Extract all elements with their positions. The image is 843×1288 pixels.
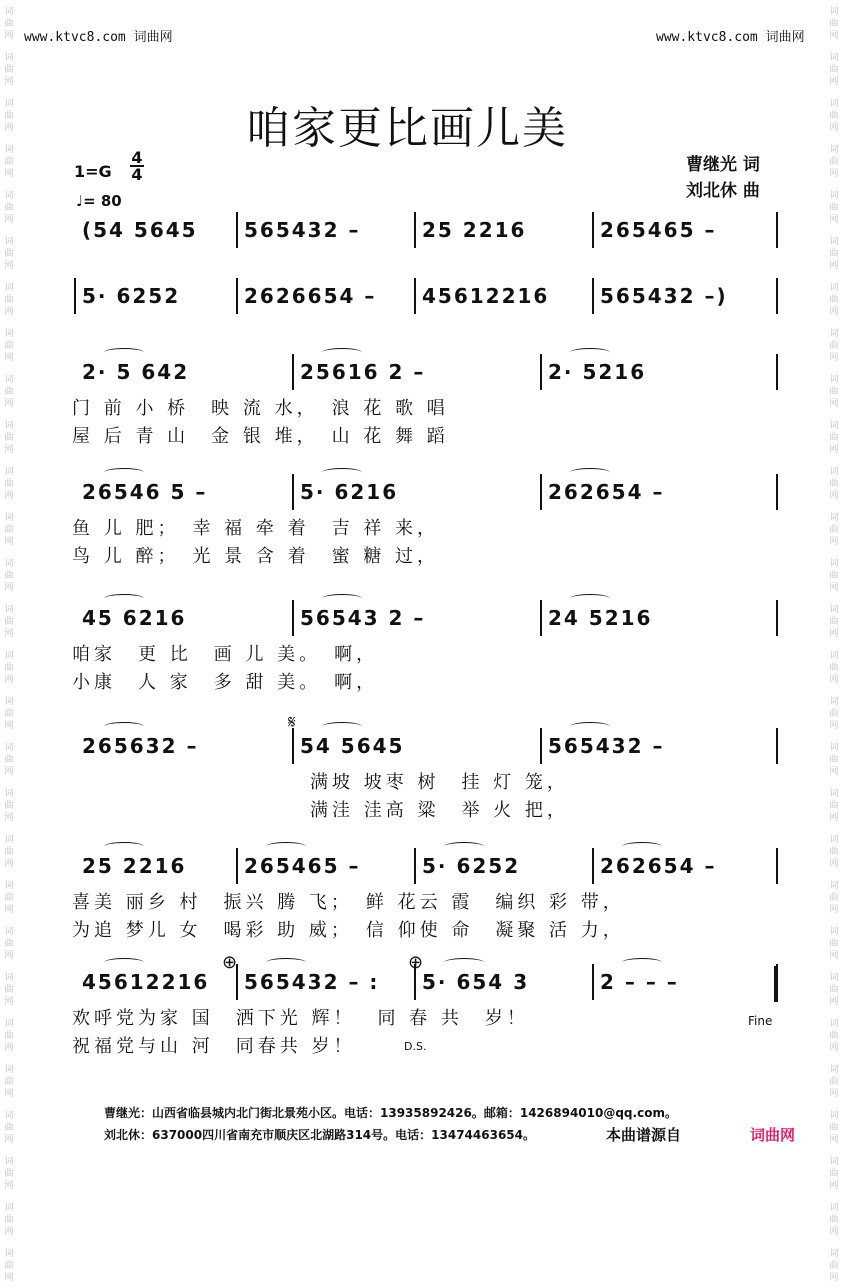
- slur: [322, 594, 362, 603]
- song-title: 咱家更比画儿美: [246, 103, 568, 154]
- barline: [776, 474, 778, 510]
- barline: [414, 212, 416, 248]
- slur: [622, 958, 662, 967]
- measure: 45 6216: [82, 606, 187, 630]
- measure: 25616 2 –: [300, 360, 426, 384]
- barline: [540, 728, 542, 764]
- measure: 5· 6252: [82, 284, 181, 308]
- slur: [266, 842, 306, 851]
- barline: [236, 278, 238, 314]
- time-signature: 4 4: [131, 148, 143, 184]
- measure: (54 5645: [82, 218, 198, 242]
- barline: [292, 728, 294, 764]
- measure: 265632 –: [82, 734, 199, 758]
- footer-source: 本曲谱源自: [606, 1126, 682, 1144]
- measure: 5· 654 3: [422, 970, 530, 994]
- coda-marker-1: ⊕: [222, 952, 238, 973]
- measure: 5· 6252: [422, 854, 521, 878]
- lyric-line: 喜美 丽乡 村 振兴 腾 飞； 鲜 花云 霞 编织 彩 带，: [72, 892, 625, 913]
- lyric-line: 屋 后 青 山 金 银 堆， 山 花 舞 蹈: [72, 426, 449, 447]
- slur: [570, 468, 610, 477]
- barline: [540, 600, 542, 636]
- slur: [444, 842, 484, 851]
- coda-marker-2: ⊕: [408, 952, 424, 973]
- lyric-line: 小康 人 家 多 甜 美。 啊，: [72, 672, 379, 693]
- measure: 45612216: [82, 970, 210, 994]
- key-signature: 1=G: [74, 162, 112, 181]
- measure: 25 2216: [422, 218, 527, 242]
- quarter-note-icon: ♩: [76, 192, 84, 210]
- slur: [104, 594, 144, 603]
- lyric-line: 为追 梦儿 女 喝彩 助 威； 信 仰使 命 凝聚 活 力，: [72, 920, 625, 941]
- slur: [322, 348, 362, 357]
- barline: [74, 278, 76, 314]
- measure: 45612216: [422, 284, 550, 308]
- measure: 54 5645: [300, 734, 405, 758]
- watermark-right: 词 曲 网 词 曲 网 词 曲 网 词 曲 网 词 曲 网 词 曲 网 词 曲 网 词 曲 网 词 曲 网 词 曲 网 词 曲 网 词 曲 网 词 曲 网 词 曲 网 词 曲 网 词 曲 网 词 曲 网 词 曲 网 词 曲 网 词 曲 网 词 曲 网 词 曲 网 词 曲 网 词 曲 网 词 曲 网 词 曲 网 词 曲 网 词 曲 网: [829, 7, 839, 1283]
- slur: [622, 842, 662, 851]
- tempo-marking: ♩= 80: [76, 192, 122, 210]
- ds-marking: D.S.: [404, 1040, 427, 1053]
- lyric-line: 满坡 坡枣 树 挂 灯 笼，: [310, 772, 569, 793]
- barline: [292, 354, 294, 390]
- barline: [592, 964, 594, 1000]
- barline: [776, 848, 778, 884]
- slur: [322, 468, 362, 477]
- measure: 2· 5 642: [82, 360, 190, 384]
- barline: [414, 278, 416, 314]
- barline: [592, 212, 594, 248]
- footer-brand[interactable]: 词曲网: [750, 1126, 796, 1144]
- site-link-right[interactable]: www.ktvc8.com 词曲网: [656, 30, 805, 45]
- measure: 26546 5 –: [82, 480, 208, 504]
- barline: [592, 278, 594, 314]
- slur: [570, 722, 610, 731]
- slur: [104, 722, 144, 731]
- lyric-line: 鸟 儿 醉； 光 景 含 着 蜜 糖 过，: [72, 546, 440, 567]
- slur: [266, 958, 306, 967]
- barline: [540, 354, 542, 390]
- watermark-left: 词 曲 网 词 曲 网 词 曲 网 词 曲 网 词 曲 网 词 曲 网 词 曲 网 词 曲 网 词 曲 网 词 曲 网 词 曲 网 词 曲 网 词 曲 网 词 曲 网 词 曲 网 词 曲 网 词 曲 网 词 曲 网 词 曲 网 词 曲 网 词 曲 网 词 曲 网 词 曲 网 词 曲 网 词 曲 网 词 曲 网 词 曲 网 词 曲 网: [4, 7, 14, 1283]
- measure: 262654 –: [548, 480, 665, 504]
- measure: 5· 6216: [300, 480, 399, 504]
- slur: [570, 348, 610, 357]
- measure: 265465 –: [244, 854, 361, 878]
- footer-contact-lyricist: 曹继光：山西省临县城内北门街北景苑小区。电话：13935892426。邮箱：1426894010@qq.com。: [104, 1106, 677, 1120]
- fine-marking: Fine: [748, 1014, 773, 1028]
- footer-contact-composer: 刘北休：637000四川省南充市顺庆区北湖路314号。电话：13474463654。: [104, 1128, 535, 1142]
- measure: 265465 –: [600, 218, 717, 242]
- lyric-line: 满洼 洼高 粱 举 火 把，: [310, 800, 569, 821]
- slur: [570, 594, 610, 603]
- slur: [104, 468, 144, 477]
- measure: 56543 2 –: [300, 606, 426, 630]
- barline: [236, 212, 238, 248]
- slur: [104, 842, 144, 851]
- barline: [292, 474, 294, 510]
- slur: [104, 348, 144, 357]
- composer: 刘北休 曲: [686, 181, 760, 201]
- barline: [776, 212, 778, 248]
- final-barline: [774, 966, 778, 1002]
- measure: 565432 –: [548, 734, 665, 758]
- measure: 2 – – –: [600, 970, 679, 994]
- barline: [540, 474, 542, 510]
- barline: [236, 848, 238, 884]
- lyric-line: 欢呼党为家 国 洒下光 辉！ 同 春 共 岁！: [72, 1008, 529, 1029]
- barline: [776, 728, 778, 764]
- site-link-left[interactable]: www.ktvc8.com 词曲网: [24, 30, 173, 45]
- barline: [776, 278, 778, 314]
- measure: 565432 –: [244, 218, 361, 242]
- lyric-line: 咱家 更 比 画 儿 美。 啊，: [72, 644, 379, 665]
- measure: 2· 5216: [548, 360, 647, 384]
- lyric-line: 鱼 儿 肥； 幸 福 牵 着 吉 祥 来，: [72, 518, 440, 539]
- lyricist: 曹继光 词: [686, 155, 760, 175]
- slur: [322, 722, 362, 731]
- barline: [776, 600, 778, 636]
- measure: 24 5216: [548, 606, 653, 630]
- lyric-line: 祝福党与山 河 同春共 岁！: [72, 1036, 356, 1057]
- measure: 25 2216: [82, 854, 187, 878]
- measure: 262654 –: [600, 854, 717, 878]
- measure: 2626654 –: [244, 284, 377, 308]
- measure: 565432 – :: [244, 970, 380, 994]
- barline: [592, 848, 594, 884]
- barline: [414, 848, 416, 884]
- barline: [292, 600, 294, 636]
- segno-marker: 𝄋: [288, 712, 296, 733]
- measure: 565432 –): [600, 284, 728, 308]
- lyric-line: 门 前 小 桥 映 流 水， 浪 花 歌 唱: [72, 398, 449, 419]
- barline: [776, 354, 778, 390]
- slur: [104, 958, 144, 967]
- slur: [444, 958, 484, 967]
